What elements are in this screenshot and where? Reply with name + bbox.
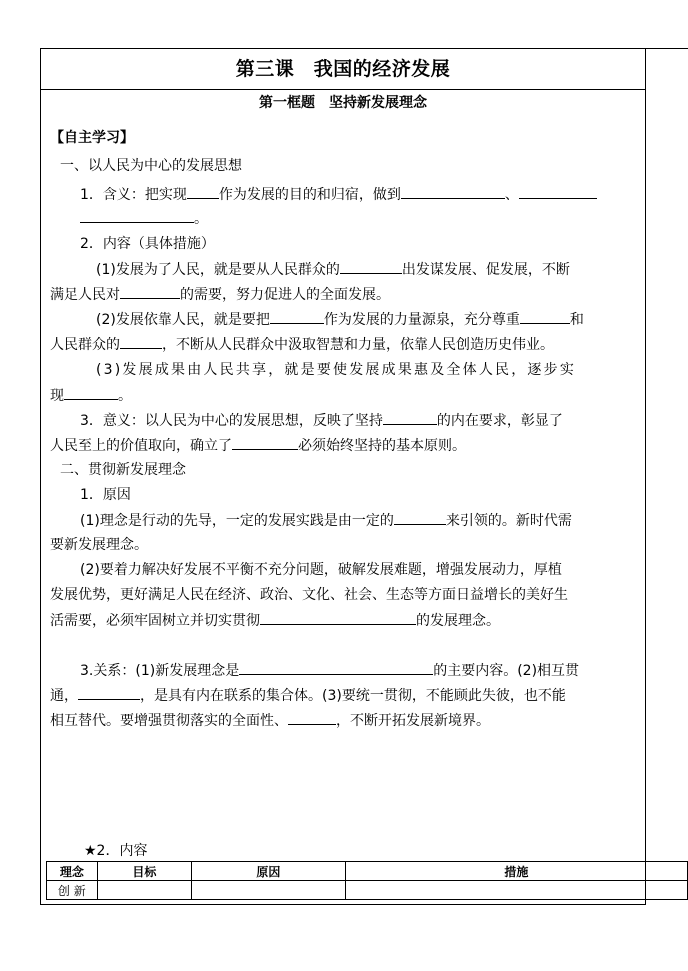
fill-blank[interactable] — [383, 410, 437, 425]
text: 必须始终坚持的基本原则。 — [298, 438, 466, 454]
text: 满足人民对 — [50, 287, 120, 303]
frame-extension-line — [646, 48, 688, 49]
fill-blank[interactable] — [232, 435, 298, 450]
content-table — [46, 861, 688, 900]
part1-p2-line2 — [50, 334, 554, 355]
text: ，是具有内在联系的集合体。(3)要统一贯彻，不能顾此失彼，也不能 — [140, 688, 566, 704]
part2-r2-line3 — [50, 610, 500, 631]
text: 的发展理念。 — [416, 613, 500, 629]
text: 活需要，必须牢固树立并切实贯彻 — [50, 613, 260, 629]
fill-blank[interactable] — [120, 284, 180, 299]
text: 现 — [50, 388, 64, 404]
text: 出发谋发展、促发展，不断 — [401, 262, 570, 278]
text: ，不断从人民群众中汲取智慧和力量，依靠人民创造历史伟业。 — [162, 337, 554, 353]
fill-blank[interactable] — [187, 184, 219, 199]
part2-r2-line2: 发展优势，更好满足人民在经济、政治、文化、社会、生态等方面日益增长的美好生 — [50, 587, 568, 603]
fill-blank[interactable] — [78, 685, 140, 700]
fill-blank[interactable] — [288, 710, 336, 725]
text: (1)理念是行动的先导，一定的发展实践是由一定的 — [80, 513, 394, 529]
fill-blank[interactable] — [401, 184, 505, 199]
fill-blank[interactable] — [520, 309, 570, 324]
text: 作为发展的力量源泉，充分尊重 — [323, 312, 520, 328]
part1-heading: 一、以人民为中心的发展思想 — [60, 158, 242, 174]
page-subtitle: 第一框题 坚持新发展理念 — [259, 95, 427, 111]
table-cell[interactable] — [97, 881, 191, 900]
table-header-cell: 原因 — [191, 862, 345, 881]
text: (3)发展成果由人民共享，就是要使发展成果惠及全体人民，逐步实 — [96, 362, 577, 378]
fill-blank[interactable] — [260, 610, 416, 625]
fill-blank[interactable] — [270, 309, 324, 324]
table-header-cell: 理念 — [47, 862, 98, 881]
table-cell[interactable] — [345, 881, 687, 900]
part2-r1-line2: 要新发展理念。 — [50, 537, 148, 553]
text: 相互替代。要增强贯彻落实的全面性、 — [50, 713, 288, 729]
part2-item3-line2 — [50, 685, 566, 706]
text: 通， — [50, 688, 78, 704]
text: ，不断开拓发展新境界。 — [336, 713, 490, 729]
part2-r2-line1: (2)要着力解决好发展不平衡不充分问题，破解发展难题，增强发展动力，厚植 — [80, 562, 562, 578]
part1-item1-cont — [80, 208, 208, 229]
text: 和 — [569, 312, 584, 328]
text: 人民至上的价值取向，确立了 — [50, 438, 232, 454]
table-cell: 创 新 — [47, 881, 98, 900]
text: 的内在要求，彰显了 — [436, 413, 563, 429]
part2-r1-line1 — [80, 510, 572, 531]
part2-item1: 1．原因 — [80, 487, 131, 503]
part1-item3-line2 — [50, 435, 466, 456]
table-header-cell: 措施 — [345, 862, 687, 881]
text: (1)发展为了人民，就是要从人民群众的 — [96, 262, 340, 278]
table-header-row — [47, 862, 688, 881]
part1-p3-line2 — [50, 385, 132, 406]
page-title: 第三课 我国的经济发展 — [235, 58, 451, 80]
part2-heading: 二、贯彻新发展理念 — [60, 462, 186, 478]
text: 来引领的。新时代需 — [445, 513, 572, 529]
text: 1．含义：把实现 — [80, 187, 187, 203]
table-row — [47, 881, 688, 900]
table-cell[interactable] — [191, 881, 345, 900]
fill-blank[interactable] — [519, 184, 597, 199]
title-row — [40, 48, 646, 90]
part1-item1 — [80, 184, 597, 205]
text: 人民群众的 — [50, 337, 120, 353]
part1-p1-line1 — [96, 259, 570, 280]
part1-item2-heading: 2．内容（具体措施） — [80, 236, 215, 252]
text: (2)发展依靠人民，就是要把 — [96, 312, 270, 328]
part1-p2-line1 — [96, 309, 584, 330]
part2-item3-line3 — [50, 710, 490, 731]
part2-item2: ★2．内容 — [84, 843, 148, 859]
text: 的主要内容。(2)相互贯 — [433, 663, 580, 679]
text: 的需要，努力促进人的全面发展。 — [180, 287, 390, 303]
text: 3．意义：以人民为中心的发展思想，反映了坚持 — [80, 413, 383, 429]
text: 作为发展的目的和归宿，做到 — [218, 187, 401, 203]
text: 、 — [504, 187, 519, 203]
fill-blank[interactable] — [80, 208, 194, 223]
fill-blank[interactable] — [239, 660, 433, 675]
fill-blank[interactable] — [340, 259, 402, 274]
text: 。 — [118, 388, 132, 404]
text: 。 — [194, 211, 208, 227]
section-heading: 【自主学习】 — [50, 130, 134, 146]
fill-blank[interactable] — [394, 510, 446, 525]
part1-p3-line1 — [96, 360, 576, 380]
table-header-cell: 目标 — [97, 862, 191, 881]
part1-item3-line1 — [80, 410, 563, 431]
fill-blank[interactable] — [64, 385, 118, 400]
fill-blank[interactable] — [120, 334, 162, 349]
part1-p1-line2 — [50, 284, 390, 305]
part2-item3-line1 — [80, 660, 579, 681]
text: 3.关系：(1)新发展理念是 — [80, 663, 240, 679]
